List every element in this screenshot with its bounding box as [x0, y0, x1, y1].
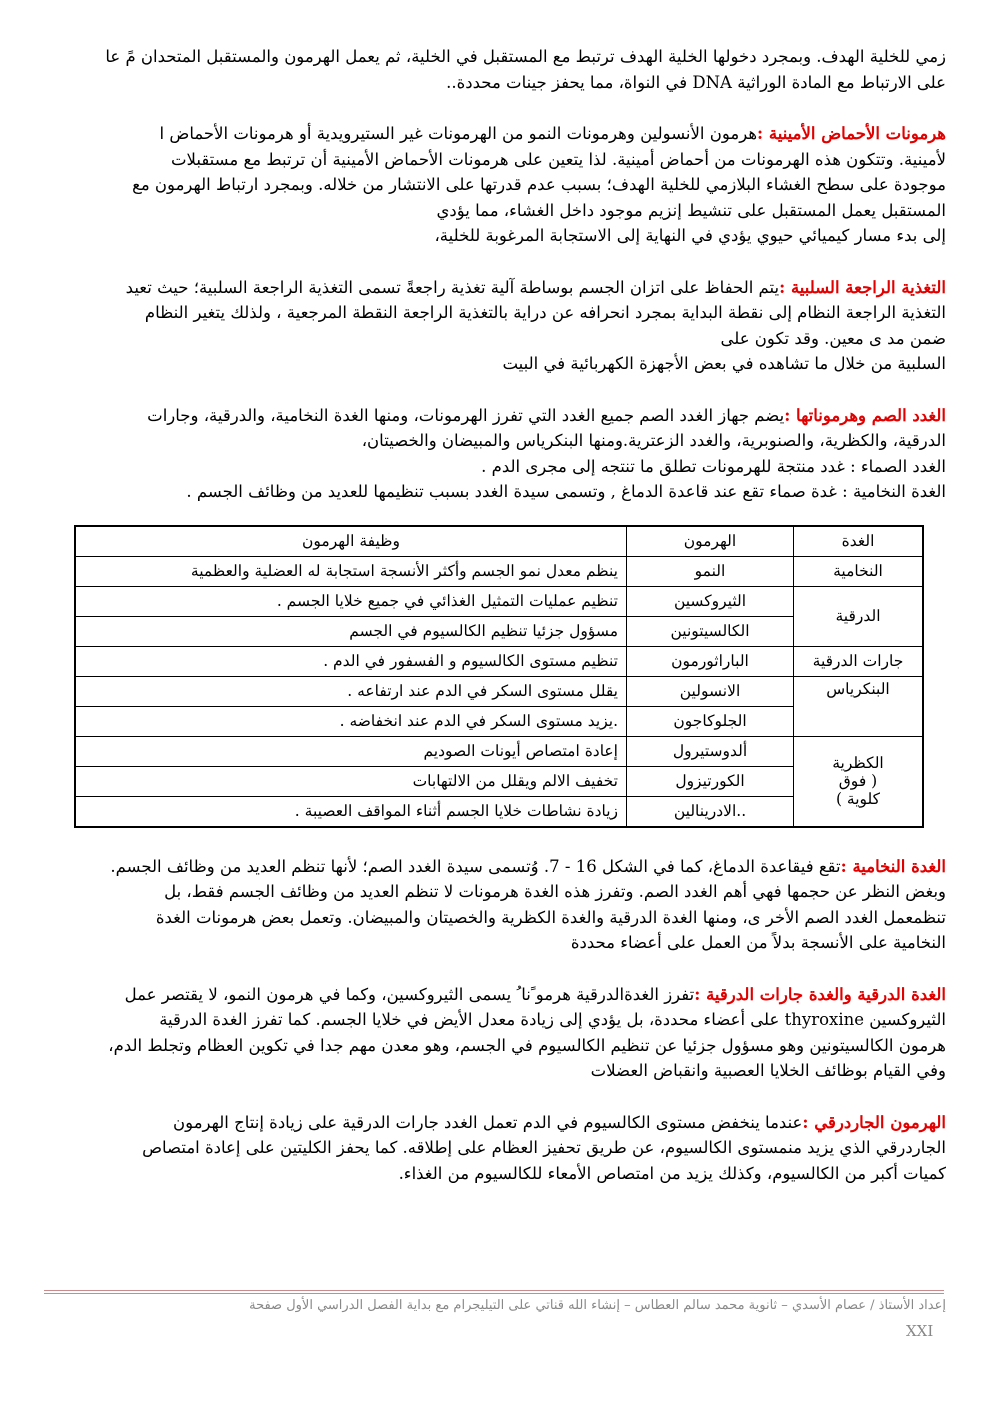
glands-hormones-table: [74, 525, 924, 828]
table-row: [75, 736, 923, 766]
thyroid-section: [52, 982, 946, 1084]
table-row: [75, 646, 923, 676]
amino-line-2: لأمينية. وتتكون هذه الهرمونات من أحماض أمينية. لذا يتعين على هرمونات الأحماض الأمينية أن ترتبط مع مستقبلات: [170, 149, 946, 169]
gland-adrenal: [794, 736, 924, 827]
function-cell: تنظيم عمليات التمثيل الغذائي في جميع خلايا الجسم .: [75, 586, 627, 616]
pituitary-section: [52, 854, 946, 956]
page-body: [52, 44, 946, 1186]
intro-line-1: زمي للخلية الهدف. وبمجرد دخولها الخلية الهدف ترتبط مع المستقبل في الخلية، ثم يعمل الهرمون والمستقبل المتحدان مً عا: [105, 47, 946, 66]
gland-adrenal-line-3: كلوية ): [835, 790, 881, 808]
amino-acid-hormones-heading: هرمونات الأحماض الأمينية :: [757, 124, 946, 143]
feedback-line-2: التغذية الراجعة النظام إلى نقطة البداية بمجرد انحرافه عن دراية بالتغذية الراجعة النقطة المرجعية ، ولذلك يتغير النظام: [144, 303, 946, 322]
parathyroid-hormone-heading: الهرمون الجاردرقي :: [802, 1112, 946, 1132]
header-function: وظيفة الهرمون: [75, 526, 627, 557]
amino-acid-hormones-section: [52, 121, 946, 249]
hormone-cell: ألدوستيرول: [627, 736, 794, 766]
hormone-cell: الباراثورمون: [627, 646, 794, 676]
thyroid-line-3: هرمون الكالسيتونين وهو مسؤول جزئيا عن تنظيم الكالسيوم في الجسم، وهو معدن مهم جدا في تكوين العظام وتجلط الدم،: [108, 1035, 946, 1055]
endocrine-line-2: الدرقية، والكظرية، والصنوبرية، والغدد الزعترية.ومنها البنكرياس والمبيضان والخصيتان،: [361, 431, 946, 450]
function-cell: مسؤول جزئيا تنظيم الكالسيوم في الجسم: [75, 616, 627, 646]
hormone-cell: النمو: [627, 556, 794, 586]
function-cell: ينظم معدل نمو الجسم وأكثر الأنسجة استجابة له العضلية والعظمية: [75, 556, 627, 586]
negative-feedback-section: [52, 275, 946, 377]
feedback-line-4: السلبية من خلال ما تشاهده في بعض الأجهزة الكهربائية في البيت: [502, 354, 946, 373]
amino-line-5: إلى بدء مسار كيميائي حيوي يؤدي في النهاية إلى الاستجابة المرغوبة للخلية،: [434, 226, 946, 245]
pituitary-line-4: النخامية على الأنسجة بدلاً من العمل على أعضاء محددة: [570, 933, 946, 952]
function-cell: .يزيد مستوى السكر في الدم عند انخفاضه .: [75, 706, 627, 736]
gland-parathyroid: جارات الدرقية: [794, 646, 924, 676]
endocrine-glands-heading: الغدد الصم وهرموناتها :: [784, 405, 946, 425]
gland-thyroid: الدرقية: [794, 586, 924, 646]
header-hormone: الهرمون: [627, 526, 794, 557]
amino-line-1: هرمون الأنسولين وهرمونات النمو من الهرمونات غير الستيرويدية أو هرمونات الأحماض ا: [159, 124, 758, 143]
hormone-cell: الكالسيتونين: [627, 616, 794, 646]
function-cell: تخفيف الالم ويقلل من الالتهابات: [75, 766, 627, 796]
function-cell: تنظيم مستوى الكالسيوم و الفسفور في الدم .: [75, 646, 627, 676]
intro-paragraph: [52, 44, 946, 95]
endocrine-line-1: يضم جهاز الغدد الصم جميع الغدد التي تفرز الهرمونات، ومنها الغدة النخامية، والدرقية، وجارات: [147, 405, 785, 425]
pituitary-heading: الغدة النخامية :: [840, 856, 946, 876]
parahormone-line-3: كميات أكبر من الكالسيوم، وكذلك يزيد من امتصاص الأمعاء للكالسيوم من الغذاء.: [398, 1163, 946, 1183]
thyroid-line-4: وفي القيام بوظائف الخلايا العصبية وانقباض العضلات: [590, 1061, 946, 1080]
feedback-line-1: يتم الحفاظ على اتزان الجسم بوساطة آلية تغذية راجعةً تسمى التغذية الراجعة السلبية؛ حيث تعيد: [125, 277, 780, 297]
hormone-cell: الثيروكسين: [627, 586, 794, 616]
endocrine-line-3: الغدد الصماء : غدد منتجة للهرمونات تطلق ما تنتجه إلى مجرى الدم .: [481, 456, 946, 476]
table-row: [75, 556, 923, 586]
pituitary-line-2: وبغض النظر عن حجمها فهي أهم الغدد الصم. وتفرز هذه الغدة هرمونات لا تنظم العديد من وظائف الجسم فقط، بل: [164, 882, 946, 901]
function-cell: إعادة امتصاص أيونات الصوديم: [75, 736, 627, 766]
parahormone-line-1: عندما ينخفض مستوى الكالسيوم في الدم تعمل الغدد جارات الدرقية على زيادة إنتاج الهرمون: [173, 1112, 803, 1132]
intro-line-2: على الارتباط مع المادة الوراثية DNA في النواة، مما يحفز جينات محددة..: [446, 72, 946, 92]
function-cell: زيادة نشاطات خلايا الجسم أثناء المواقف العصيبة .: [75, 796, 627, 827]
hormone-cell: الانسولين: [627, 676, 794, 706]
gland-adrenal-line-2: ( فوق: [838, 772, 878, 790]
gland-pituitary: النخامية: [794, 556, 924, 586]
pituitary-line-3: تنظمعمل الغدد الصم الأخر ى، ومنها الغدة الدرقية والغدة الكظرية والخصيتان والمبيضان. وتعمل بعض هرمونات الغدة: [155, 907, 946, 927]
footer-divider-2: [44, 1293, 944, 1294]
thyroid-heading: الغدة الدرقية والغدة جارات الدرقية :: [694, 984, 946, 1004]
table-row: [75, 586, 923, 616]
thyroid-line-2: الثيروكسين thyroxine على أعضاء محددة، بل يؤدي إلى زيادة معدل الأيض في خلايا الجسم. كما تفرز الغدة الدرقية: [159, 1010, 946, 1029]
parahormone-line-2: الجاردرقي الذي يزيد منمستوى الكالسيوم، عن طريق تحفيز العظام على إطلاقه. كما يحفز الكليتين على إعادة امتصاص: [142, 1138, 946, 1157]
hormone-cell: الكورتيزول: [627, 766, 794, 796]
amino-line-4: المستقبل يعمل المستقبل على تنشيط إنزيم موجود داخل الغشاء، مما يؤدي: [436, 200, 946, 220]
hormone-cell: ..الادرينالين: [627, 796, 794, 827]
gland-adrenal-line-1: الكظرية: [832, 754, 884, 772]
table-row: [75, 676, 923, 706]
table-header-row: [75, 526, 923, 557]
endocrine-line-4: الغدة النخامية : غدة صماء تقع عند قاعدة الدماغ , وتسمى سيدة الغدد بسبب تنظيمها للعديد من وظائف الجسم .: [186, 482, 946, 501]
endocrine-glands-section: [52, 403, 946, 505]
header-gland: الغدة: [794, 526, 924, 557]
footer-divider: [44, 1290, 944, 1291]
negative-feedback-heading: التغذية الراجعة السلبية :: [779, 277, 946, 297]
page-number: XXI: [906, 1322, 934, 1340]
parathyroid-hormone-section: [52, 1110, 946, 1187]
footer-text: إعداد الأستاذ / عصام الأسدي – ثانوية محمد سالم العطاس – إنشاء الله قناتي على التيليجرام مع بداية الفصل الدراسي الأول صفحة: [249, 1298, 946, 1313]
feedback-line-3: ضمن مد ى معين. وقد تكون على: [720, 328, 946, 348]
hormone-cell: الجلوكاجون: [627, 706, 794, 736]
pituitary-line-1: تقع فيقاعدة الدماغ، كما في الشكل 16 - 7. وُتسمى سيدة الغدد الصم؛ لأنها تنظم العديد من وظائف الجسم.: [110, 856, 841, 876]
amino-line-3: موجودة على سطح الغشاء البلازمي للخلية الهدف؛ بسبب عدم قدرتها على الانتشار من خلاله. وبمجرد ارتباط الهرمون مع: [132, 175, 946, 194]
thyroid-line-1: تفرز الغدةالدرقية هرمو ًنا ُ يسمى الثيروكسين، وكما في هرمون النمو، لا يقتصر عمل: [124, 984, 695, 1004]
gland-pancreas: البنكرياس: [794, 676, 924, 736]
function-cell: يقلل مستوى السكر في الدم عند ارتفاعه .: [75, 676, 627, 706]
